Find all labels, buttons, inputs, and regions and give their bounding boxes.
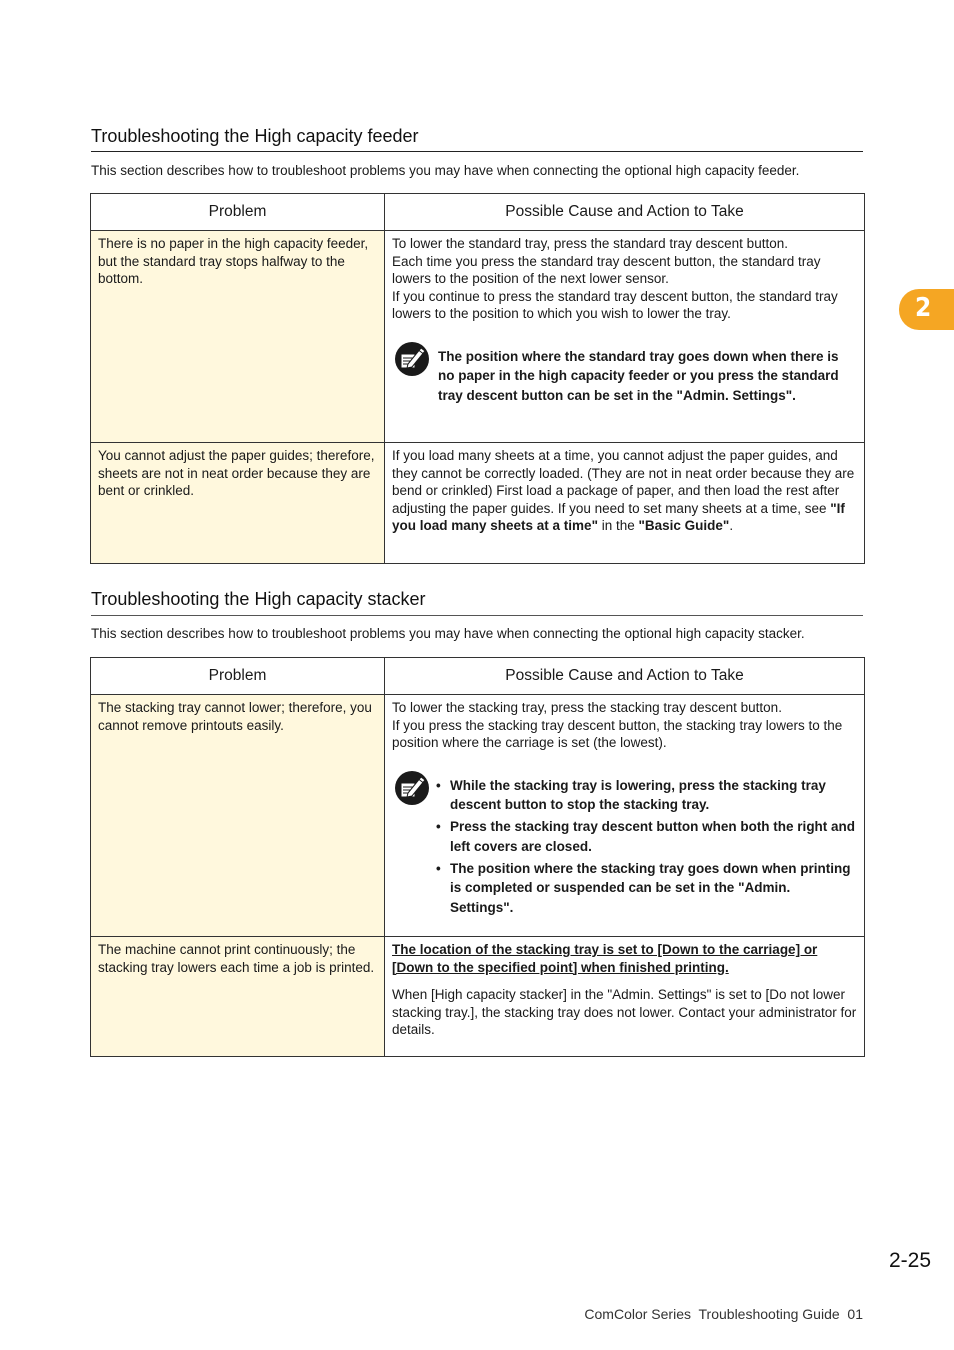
stacker-table [90,657,865,1057]
bullet: • [436,860,441,876]
note-list-item: • While the stacking tray is lowering, press the stacking tray descent button to stop the stacking tray. [436,777,826,813]
chapter-tab[interactable] [899,289,954,330]
action-cell [385,937,865,1057]
note-pencil-icon [394,341,430,377]
feeder-section-title: Troubleshooting the High capacity feeder [91,126,419,146]
note-block [392,776,857,918]
bullet: • [436,777,441,793]
chapter-number: 2 [915,293,932,323]
action-text: in the [597,518,639,534]
problem-cell: The machine cannot print continuously; the stacking tray lowers each time a job is printed. [91,937,385,1057]
table-row [91,695,865,937]
feeder-table-header-row [91,194,865,231]
feeder-header-problem: Problem [91,194,385,231]
cause-heading-link[interactable]: The location of the stacking tray is set to [Down to the carriage] or [Down to the specified point] when finished printing. [392,942,818,975]
action-text: When [High capacity stacker] in the "Admin. Settings" is set to [Do not lower stacking tray.], the stacking tray does not lower. Contact your administrator for details. [392,987,857,1038]
table-row [91,937,865,1057]
note-pencil-icon [394,770,430,806]
action-cell [385,443,865,564]
stacker-header-action: Possible Cause and Action to Take [385,658,865,695]
problem-cell: There is no paper in the high capacity feeder, but the standard tray stops halfway to the bottom. [91,231,385,443]
action-text: . [729,518,734,534]
action-reference: "If you load many sheets at a time" [392,500,845,534]
action-line: If you press the stacking tray descent button, the stacking tray lowers to the position where the carriage is set (the lowest). [392,717,843,751]
problem-cell: The stacking tray cannot lower; therefore, you cannot remove printouts easily. [91,695,385,937]
problem-cell: You cannot adjust the paper guides; therefore, sheets are not in neat order because they are bent or crinkled. [91,443,385,564]
stacker-intro: This section describes how to troubleshoot problems you may have when connecting the optional high capacity stacker. [91,626,805,641]
note-list-item: • Press the stacking tray descent button when both the right and left covers are closed. [436,819,856,854]
note-text: The position where the standard tray goes down when there is no paper in the high capacity feeder or you press the standard tray descent button can be set in the "Admin. Settings". [438,348,839,403]
table-row [91,231,865,443]
action-cell [385,695,865,937]
action-cell [385,231,865,443]
feeder-title-rule [91,151,863,152]
stacker-title-rule [91,615,863,616]
action-text: If you load many sheets at a time, you cannot adjust the paper guides, and they cannot be correctly loaded. (They are not in neat order because they are bend or crinkled) First load a package of paper, and then load the rest after adjusting the paper guides. If you need to set many sheets at a time, see [392,448,855,516]
table-row [91,443,865,564]
page-number: 2-25 [888,1249,931,1272]
note-block [392,347,857,406]
action-line: Each time you press the standard tray descent button, the standard tray lowers to the position of the next lower sensor. [392,253,821,287]
feeder-header-action: Possible Cause and Action to Take [385,194,865,231]
feeder-intro: This section describes how to troubleshoot problems you may have when connecting the optional high capacity feeder. [91,163,800,178]
action-line: If you continue to press the standard tray descent button, the standard tray lowers to the position to which you wish to lower the tray. [392,288,838,322]
note-list [436,776,857,918]
stacker-table-header-row [91,658,865,695]
stacker-section-title: Troubleshooting the High capacity stacker [91,589,426,609]
footer-text: ComColor Series Troubleshooting Guide 01 [584,1306,863,1322]
action-line: To lower the standard tray, press the standard tray descent button. [392,236,788,251]
action-line: To lower the stacking tray, press the stacking tray descent button. [392,700,782,715]
stacker-header-problem: Problem [91,658,385,695]
feeder-table [90,193,865,564]
note-list-item: • The position where the stacking tray goes down when printing is completed or suspended can be set in the "Admin. Settings". [436,860,851,915]
bullet: • [436,819,441,835]
action-reference: "Basic Guide" [638,518,730,534]
